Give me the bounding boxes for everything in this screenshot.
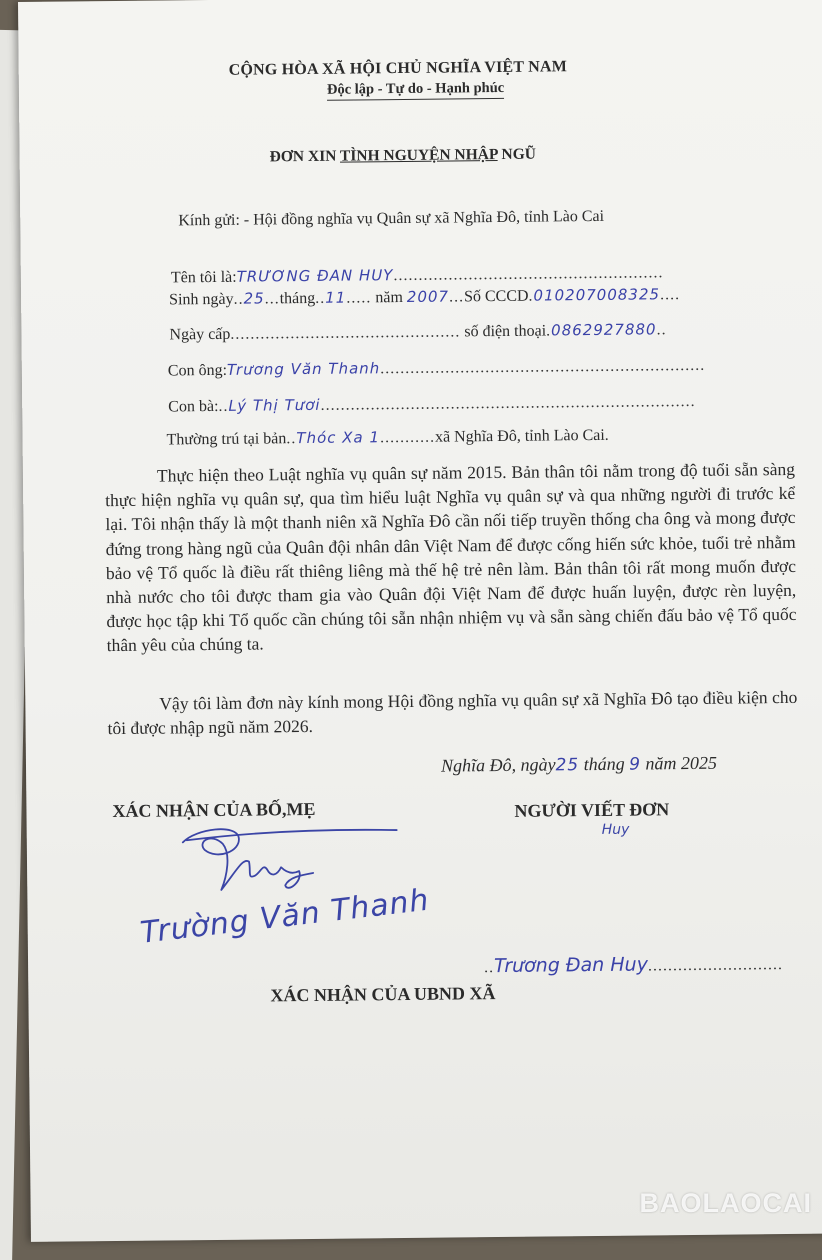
mother-label: Con bà: (168, 397, 219, 416)
title-prefix: ĐƠN XIN (269, 147, 341, 166)
year-label: năm (375, 288, 403, 307)
dob-day: 25 (243, 289, 265, 308)
phone-value: 0862927880 (550, 320, 657, 340)
applicant-name-handwritten: Trương Đan Huy (494, 953, 649, 978)
dob-month: 11 (325, 288, 347, 307)
father-row: Con ông:Trương Văn Thanh................................................................. (167, 356, 706, 380)
document-title (270, 146, 536, 167)
residence-label: Thường trú tại bản (166, 430, 287, 449)
phone-label: số điện thoại (464, 322, 547, 341)
salutation: Kính gửi: - Hội đồng nghĩa vụ Quân sự xã Nghĩa Đô, tỉnh Lào Cai (178, 207, 605, 230)
body-paragraph-1 (105, 457, 797, 658)
date-month: 9 (629, 754, 642, 775)
national-motto: Độc lập - Tự do - Hạnh phúc (327, 80, 504, 101)
date-day: 25 (555, 755, 580, 776)
issue-row: Ngày cấp.............................................. số điện thoại.0862927880.. (169, 320, 667, 344)
dob-label: Sinh ngày (169, 290, 234, 309)
body-paragraph-2 (107, 685, 797, 741)
watermark-logo: BAOLAOCAI (639, 1188, 812, 1218)
paragraph-2-text: Vậy tôi làm đơn này kính mong Hội đồng nghĩa vụ quân sự xã Nghĩa Đô tạo điều kiện cho tôi được nhập ngũ năm 2026. (107, 686, 798, 739)
paragraph-1-text: Thực hiện theo Luật nghĩa vụ quân sự năm 2015. Bản thân tôi nằm trong độ tuổi sẵn sàng thực hiện nghĩa vụ quân sự, qua tìm hiểu luật Nghĩa vụ quân sự và qua những người đi trước kể lại. Tôi nhận thấy là một thanh niên xã Nghĩa Đô cần nối tiếp truyền thống cha ông và mong được đứng trong hàng ngũ của Quân đội nhân dân Việt Nam để được cống hiến sức khỏe, tuổi trẻ nhằm bảo vệ Tổ quốc là điều rất thiêng liêng mà thế hệ trẻ nên làm. Bản thân tôi rất mong muốn được nhà nước cho tôi được tham gia vào Quân đội Việt Nam để được huấn luyện, được rèn luyện, được học tập khi Tổ quốc cần chúng tôi sẵn nhận nhiệm vụ và sẵn sàng chiến đấu bảo vệ Tổ quốc thân yêu của chúng ta. (105, 458, 797, 656)
cccd-label: Số CCCD (463, 287, 529, 306)
name-value: TRƯƠNG ĐAN HUY (236, 266, 394, 286)
mother-value: Lý Thị Tươi (228, 395, 321, 415)
ubnd-heading: XÁC NHẬN CỦA UBND XÃ (270, 983, 496, 1006)
dob-year: 2007 (406, 287, 450, 306)
month-label: tháng (279, 289, 316, 308)
issue-label: Ngày cấp (169, 325, 231, 344)
residence-row: Thường trú tại bản..Thóc Xa 1...........xã Nghĩa Đô, tỉnh Lào Cai. (166, 426, 609, 449)
residence-suffix: xã Nghĩa Đô, tỉnh Lào Cai. (434, 426, 609, 446)
name-row (171, 263, 664, 287)
applicant-signature: Huy (601, 821, 630, 838)
dotted-leader: ...................................................... (393, 264, 664, 285)
father-value: Trương Văn Thanh (226, 359, 381, 379)
residence-value: Thóc Xa 1 (296, 428, 381, 448)
date-year: năm 2025 (645, 752, 718, 774)
mother-row: Con bà:..Lý Thị Tươi........................................................................... (168, 392, 696, 416)
cccd-value: 010207008325 (533, 285, 661, 305)
name-label: Tên tôi là: (170, 268, 237, 287)
parent-name-handwritten: Trường Văn Thanh (138, 882, 432, 951)
document-page (18, 0, 822, 1242)
parents-heading: XÁC NHẬN CỦA BỐ,MẸ (112, 798, 316, 822)
dob-row: Sinh ngày..25...tháng..11..... năm 2007...Số CCCD.010207008325.... (169, 285, 681, 309)
date-place: Nghĩa Đô, ngày (440, 754, 556, 776)
national-header: CỘNG HÒA XÃ HỘI CHỦ NGHĨA VIỆT NAM (228, 58, 568, 79)
title-underlined: TÌNH NGUYỆN NHẬP (339, 145, 498, 165)
title-suffix: NGŨ (497, 145, 536, 163)
date-line (441, 753, 717, 777)
date-month-label: tháng (583, 753, 625, 775)
father-label: Con ông: (167, 361, 228, 380)
applicant-heading: NGƯỜI VIẾT ĐƠN (514, 799, 670, 821)
applicant-name-line: ..Trương Đan Huy........................... (484, 953, 783, 978)
